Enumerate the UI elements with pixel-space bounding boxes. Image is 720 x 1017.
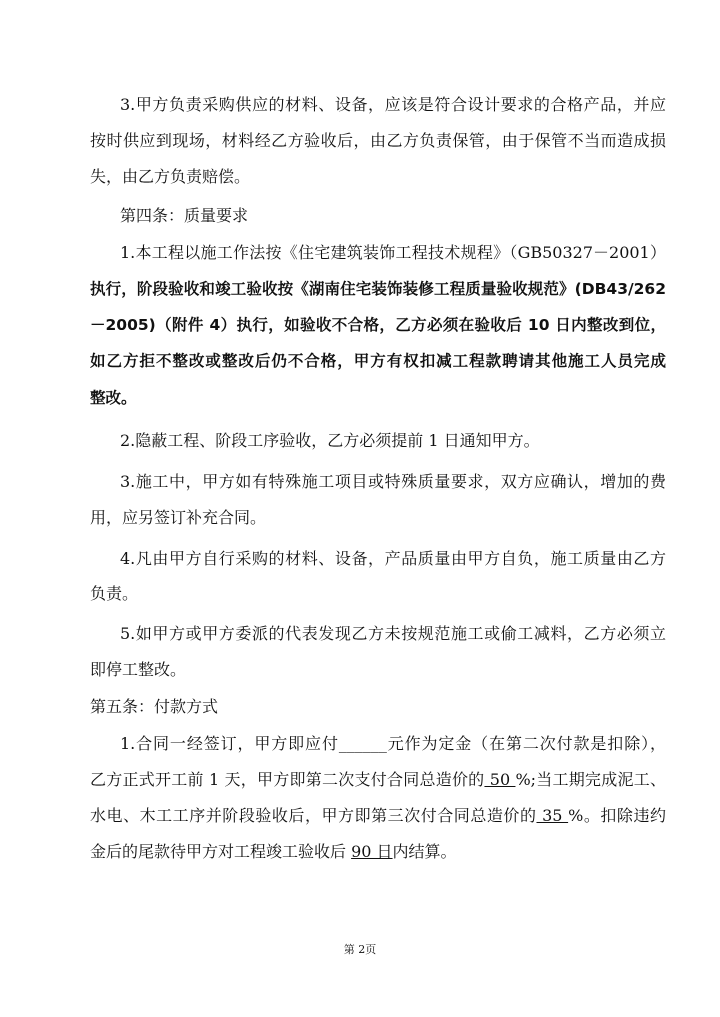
second-payment-percent: 50 [484,770,516,789]
text-line [90,842,666,862]
page-number: 第 2页 [343,943,377,956]
text: %。扣除违约 [568,806,666,825]
text-line: 负责。 [90,584,139,603]
text: 元作为定金（在第二次付款是扣除）， [386,734,666,753]
text: 1.合同一经签订，甲方即应付 [120,734,339,753]
text-line: 5.如甲方或甲方委派的代表发现乙方未按规范施工或偷工减料，乙方必须立 [120,624,666,643]
text-line: 1.本工程以施工作法按《住宅建筑装饰工程技术规程》（GB50327－2001） [120,243,666,262]
text-line: 如乙方拒不整改或整改后仍不合格，甲方有权扣减工程款聘请其他施工人员完成 [90,352,666,370]
text: 金后的尾款待甲方对工程竣工验收后 [90,842,352,861]
text: 乙方正式开工前 1 天，甲方即第二次支付合同总造价的 [90,770,485,789]
quality-clause-2: 2.隐蔽工程、阶段工序验收，乙方必须提前 1 日通知甲方。 [120,431,540,450]
text-line: 4.凡由甲方自行采购的材料、设备，产品质量由甲方自负，施工质量由乙方 [120,549,666,568]
text-line: 按时供应到现场，材料经乙方验收后，由乙方负责保管，由于保管不当而造成损 [90,131,666,150]
text: %;当工期完成泥工、 [515,770,667,789]
text-line: 3.施工中，甲方如有特殊施工项目或特殊质量要求，双方应确认，增加的费 [120,472,666,491]
settlement-days: 90 日 [351,842,393,861]
text: 内结算。 [392,842,457,861]
text: 水电、木工工序并阶段验收后，甲方即第三次付合同总造价的 [90,806,537,825]
text-line [120,734,666,754]
third-payment-percent: 35 [536,806,569,825]
text-line: 用，应另签订补充合同。 [90,508,267,527]
text-line: －2005)（附件 4）执行，如验收不合格，乙方必须在验收后 10 日内整改到位， [90,316,666,334]
text-line [90,806,666,826]
text-line: 3.甲方负责采购供应的材料、设备，应该是符合设计要求的合格产品，并应 [120,95,666,114]
text-line: 执行，阶段验收和竣工验收按《湖南住宅装饰装修工程质量验收规范》(DB43/262 [90,280,666,298]
deposit-blank: ______ [338,734,387,753]
text-line: 即停工整改。 [90,660,187,679]
text-line: 整改。 [90,389,137,407]
text-line: 失，由乙方负责赔偿。 [90,167,251,186]
text-line [90,770,666,790]
article-4-heading: 第四条：质量要求 [120,206,249,225]
article-5-heading: 第五条：付款方式 [90,697,219,716]
